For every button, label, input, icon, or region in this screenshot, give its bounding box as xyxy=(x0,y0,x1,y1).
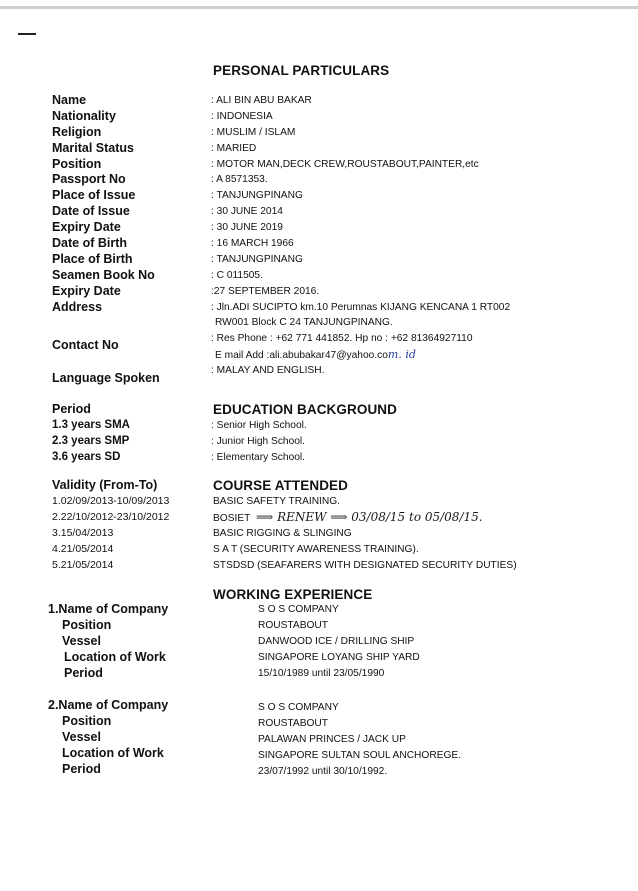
experience-title: WORKING EXPERIENCE xyxy=(213,587,373,602)
job-1-label-period: Period xyxy=(64,665,103,680)
page-title: PERSONAL PARTICULARS xyxy=(213,63,390,78)
value-seamen-book-no: : C 011505. xyxy=(211,269,263,281)
label-position: Position xyxy=(52,156,102,171)
job-1-location: SINGAPORE LOYANG SHIP YARD xyxy=(258,651,420,663)
course-validity-2: 2.22/10/2012-23/10/2012 xyxy=(52,510,170,523)
value-date-of-birth: : 16 MARCH 1966 xyxy=(211,238,294,250)
value-religion: : MUSLIM / ISLAM xyxy=(211,126,296,138)
education-school-3: : Elementary School. xyxy=(211,451,305,463)
label-passport-no: Passport No xyxy=(52,172,126,187)
value-language: : MALAY AND ENGLISH. xyxy=(211,365,325,377)
education-periods xyxy=(52,418,130,466)
value-address-line1: : Jln.ADI SUCIPTO km.10 Perumnas KIJANG KENCANA 1 RT002 xyxy=(211,301,511,313)
label-seamen-expiry: Expiry Date xyxy=(52,283,121,298)
value-expiry-date: : 30 JUNE 2019 xyxy=(211,222,283,234)
job-2-label-location: Location of Work xyxy=(62,745,164,760)
education-schools xyxy=(211,418,307,466)
education-school-1: : Senior High School. xyxy=(211,420,307,431)
job-2-location: SINGAPORE SULTAN SOUL ANCHOREGE. xyxy=(258,749,462,761)
job-2-label-vessel: Vessel xyxy=(62,729,101,744)
value-contact-line1: : Res Phone : +62 771 441852. Hp no : +62 81364927110 xyxy=(211,333,473,345)
course-name-5: STSDSD (SEAFARERS WITH DESIGNATED SECURITY DUTIES) xyxy=(213,559,517,571)
scan-edge-line xyxy=(0,6,638,9)
job-1-label-company: 1.Name of Company xyxy=(48,602,169,616)
education-title: EDUCATION BACKGROUND xyxy=(213,402,397,417)
job-2-period: 23/07/1992 until 30/10/1992. xyxy=(258,765,388,777)
job-2-label-period: Period xyxy=(62,761,101,776)
label-place-of-issue: Place of Issue xyxy=(52,188,136,203)
education-period-3: 3.6 years SD xyxy=(52,450,121,463)
job-2-values xyxy=(258,700,461,779)
handwritten-bosiet-renewal: ⟹ RENEW ⟹ 03/08/15 to 05/08/15. xyxy=(256,509,483,524)
value-passport-no: : A 8571353. xyxy=(211,174,268,186)
value-date-of-issue: : 30 JUNE 2014 xyxy=(211,206,283,218)
course-validity-5: 5.21/05/2014 xyxy=(52,558,114,571)
value-nationality: : INDONESIA xyxy=(211,110,273,122)
label-religion: Religion xyxy=(52,124,102,139)
job-2-position: ROUSTABOUT xyxy=(258,717,328,729)
course-name-2 xyxy=(213,510,517,526)
value-position: : MOTOR MAN,DECK CREW,ROUSTABOUT,PAINTER,etc xyxy=(211,158,479,170)
job-2-vessel: PALAWAN PRINCES / JACK UP xyxy=(258,733,406,745)
job-1-vessel: DANWOOD ICE / DRILLING SHIP xyxy=(258,635,415,647)
courses-title: COURSE ATTENDED xyxy=(213,478,349,493)
course-name-3: BASIC RIGGING & SLINGING xyxy=(213,527,352,539)
label-date-of-issue: Date of Issue xyxy=(52,204,130,219)
course-name-bosiet: BOSIET xyxy=(213,512,251,524)
value-contact-email: E mail Add :ali.abubakar47@yahoo.co xyxy=(215,350,388,362)
education-period-2: 2.3 years SMP xyxy=(52,434,130,447)
education-period-1: 1.3 years SMA xyxy=(52,419,130,431)
course-validity-3: 3.15/04/2013 xyxy=(52,526,114,539)
label-name: Name xyxy=(52,93,87,107)
label-address: Address xyxy=(52,299,103,314)
label-seamen-book-no: Seamen Book No xyxy=(52,267,155,282)
label-date-of-birth: Date of Birth xyxy=(52,236,127,251)
course-name-list xyxy=(213,494,517,573)
course-name-4: S A T (SECURITY AWARENESS TRAINING). xyxy=(213,543,419,555)
job-1-labels xyxy=(48,602,168,681)
course-validity-1: 1.02/09/2013-10/09/2013 xyxy=(52,495,170,507)
personal-values xyxy=(211,93,510,379)
label-contact-no: Contact No xyxy=(52,338,119,352)
value-contact-line2 xyxy=(211,347,510,363)
job-1-values xyxy=(258,602,420,681)
value-marital-status: : MARIED xyxy=(211,142,257,154)
personal-labels xyxy=(52,93,155,315)
job-1-period: 15/10/1989 until 23/05/1990 xyxy=(258,667,385,679)
education-school-2: : Junior High School. xyxy=(211,435,306,447)
job-2-labels xyxy=(48,698,168,777)
job-1-label-vessel: Vessel xyxy=(62,633,101,648)
label-expiry-date: Expiry Date xyxy=(52,220,121,235)
value-place-of-issue: : TANJUNGPINANG xyxy=(211,190,303,202)
course-validity-list xyxy=(52,494,169,573)
job-1-company: S O S COMPANY xyxy=(258,604,339,615)
label-validity: Validity (From-To) xyxy=(52,478,158,492)
label-period: Period xyxy=(52,402,91,416)
job-2-company: S O S COMPANY xyxy=(258,702,339,713)
label-marital-status: Marital Status xyxy=(52,140,134,155)
label-place-of-birth: Place of Birth xyxy=(52,251,133,266)
value-place-of-birth: : TANJUNGPINANG xyxy=(211,253,303,265)
job-2-label-position: Position xyxy=(62,713,112,728)
course-name-1: BASIC SAFETY TRAINING. xyxy=(213,496,340,507)
value-address-line2: RW001 Block C 24 TANJUNGPINANG. xyxy=(215,317,393,329)
job-2-label-company: 2.Name of Company xyxy=(48,698,169,712)
course-validity-4: 4.21/05/2014 xyxy=(52,542,114,555)
handwritten-email-suffix: m. id xyxy=(387,348,416,362)
corner-mark xyxy=(18,33,36,35)
job-1-label-position: Position xyxy=(62,617,112,632)
value-seamen-expiry: :27 SEPTEMBER 2016. xyxy=(211,285,320,297)
job-1-position: ROUSTABOUT xyxy=(258,619,328,631)
value-name: : ALI BIN ABU BAKAR xyxy=(211,95,312,106)
label-language-spoken: Language Spoken xyxy=(52,371,160,385)
label-nationality: Nationality xyxy=(52,108,116,123)
job-1-label-location: Location of Work xyxy=(64,649,166,664)
